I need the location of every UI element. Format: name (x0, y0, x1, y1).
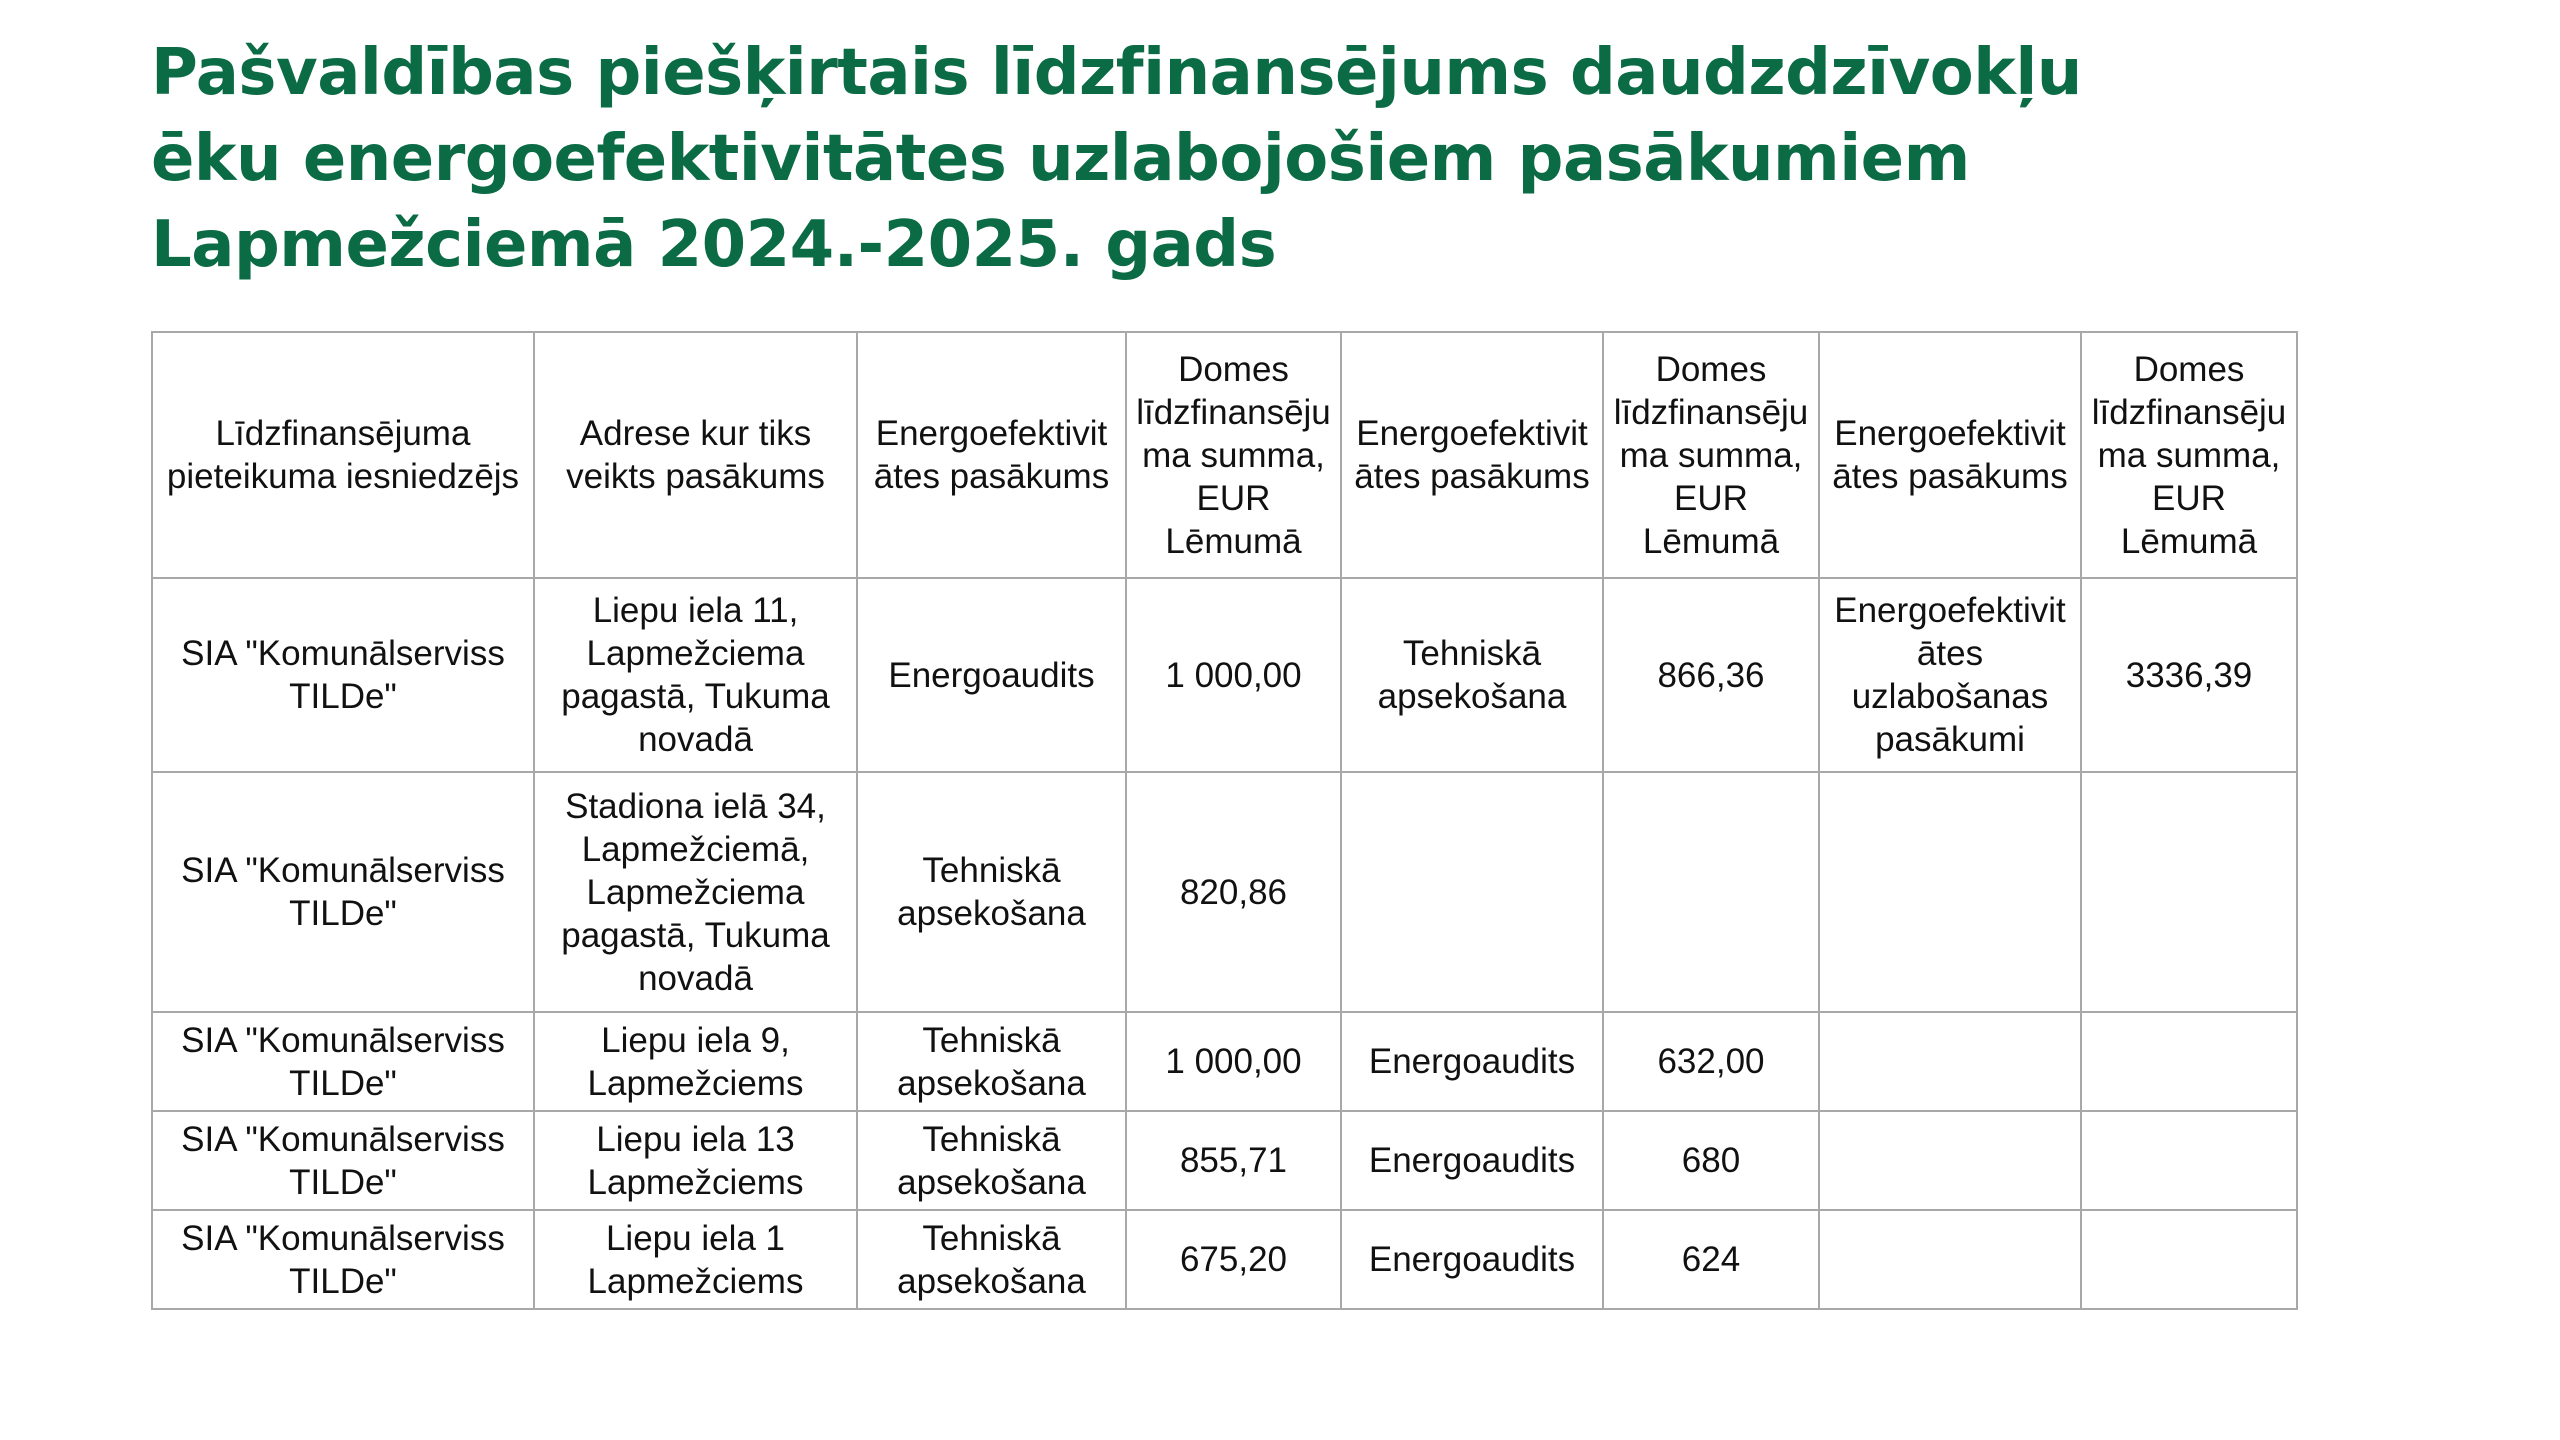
table-row (152, 1111, 2297, 1210)
cell-text-line: Lapmežciems (587, 1261, 804, 1301)
cell-text-line: Energoaudits (888, 655, 1095, 695)
cell-text-line: apsekošana (897, 1063, 1086, 1103)
cell-applicant (152, 1111, 534, 1210)
cell-text-line: Tehniskā (922, 1119, 1061, 1159)
cell-text-line: Lapmežciema (586, 872, 805, 912)
header-text-line: ma summa, (2097, 435, 2281, 475)
cell-amount-1 (1126, 1111, 1341, 1210)
cell-text-line: novadā (638, 720, 753, 759)
header-text-line: līdzfinansēju (1613, 392, 1809, 432)
cell-text-line: apsekošana (897, 894, 1086, 933)
cell-measure-3 (1819, 578, 2081, 772)
cell-text-line: Liepu iela 1 (605, 1218, 786, 1258)
cell-text-line: 866,36 (1657, 655, 1765, 695)
header-text-line: ma summa, (1619, 435, 1803, 475)
cell-amount-3 (2081, 772, 2297, 1012)
column-header-amount-2 (1603, 332, 1819, 578)
cell-amount-3 (2081, 1111, 2297, 1210)
cell-text-line: Tehniskā (922, 1218, 1061, 1258)
cell-applicant (152, 578, 534, 772)
header-text-line: Domes (1655, 349, 1767, 389)
cell-amount-1 (1126, 1012, 1341, 1111)
cell-text-line: Lapmežciems (587, 1063, 804, 1103)
cell-amount-2 (1603, 578, 1819, 772)
cell-address (534, 772, 857, 1012)
cell-text-line: 820,86 (1179, 872, 1288, 912)
cell-text-line: Stadiona ielā 34, (565, 786, 826, 826)
cell-text-line: Liepu iela 9, (601, 1020, 790, 1060)
cell-address (534, 578, 857, 772)
cell-address (534, 1012, 857, 1111)
header-text-line: Lēmumā (1165, 521, 1302, 561)
column-header-address (534, 332, 857, 578)
cell-amount-2 (1603, 1210, 1819, 1309)
column-header-measure-3 (1819, 332, 2081, 578)
cell-text-line: apsekošana (897, 1162, 1086, 1202)
cell-address (534, 1111, 857, 1210)
header-text-line: EUR (2152, 478, 2226, 518)
header-text-line: Energoefektivit (875, 414, 1108, 453)
cell-text-line: Tehniskā (922, 1020, 1061, 1060)
cell-measure-1 (857, 578, 1126, 772)
cell-text-line: Energoaudits (1368, 1141, 1576, 1180)
cell-text-line: ātes (1916, 634, 1984, 673)
cell-text-line: Tehniskā (922, 851, 1061, 890)
header-text-line: Adrese kur tiks (579, 414, 812, 453)
cell-measure-1 (857, 1210, 1126, 1309)
cell-text-line: pagastā, Tukuma (561, 677, 830, 716)
cell-amount-3 (2081, 578, 2297, 772)
cell-measure-3 (1819, 1111, 2081, 1210)
header-text-line: līdzfinansēju (2091, 392, 2287, 432)
cell-measure-1 (857, 1012, 1126, 1111)
cell-measure-1 (857, 1111, 1126, 1210)
cell-applicant (152, 1210, 534, 1309)
cell-text-line: Lapmežciemā, (581, 829, 810, 869)
header-text-line: EUR (1674, 478, 1748, 518)
cell-measure-2 (1341, 772, 1603, 1012)
cell-text-line: 855,71 (1179, 1141, 1288, 1180)
cell-text-line: SIA "Komunālserviss (181, 634, 505, 673)
cell-text-line: 680 (1681, 1141, 1741, 1180)
cell-amount-1 (1126, 772, 1341, 1012)
header-text-line: līdzfinansēju (1136, 392, 1331, 432)
page-title-line: Lapmežciemā 2024.-2025. gads (151, 208, 1277, 282)
cell-text-line: 675,20 (1179, 1240, 1288, 1279)
cell-measure-2 (1341, 1210, 1603, 1309)
cell-measure-2 (1341, 1111, 1603, 1210)
header-text-line: Domes (2133, 349, 2245, 389)
cell-text-line: pasākumi (1875, 720, 2025, 759)
cell-text-line: SIA "Komunālserviss (181, 1020, 505, 1060)
table-body (152, 578, 2297, 1309)
cell-text-line: Lapmežciema (586, 634, 805, 673)
cell-measure-3 (1819, 1210, 2081, 1309)
header-text-line: Lēmumā (2120, 521, 2258, 561)
page-title (151, 30, 2151, 288)
cell-text-line: Liepu iela 13 (596, 1119, 795, 1159)
column-header-amount-1 (1126, 332, 1341, 578)
cell-text-line: apsekošana (897, 1261, 1086, 1301)
header-text-line: Lēmumā (1642, 521, 1780, 561)
table-header-row (152, 332, 2297, 578)
column-header-amount-3 (2081, 332, 2297, 578)
cell-amount-1 (1126, 1210, 1341, 1309)
cell-text-line: SIA "Komunālserviss (181, 1218, 505, 1258)
cell-address (534, 1210, 857, 1309)
cell-text-line: SIA "Komunālserviss (181, 851, 505, 890)
cell-measure-3 (1819, 1012, 2081, 1111)
cell-applicant (152, 772, 534, 1012)
header-text-line: ātes pasākums (873, 457, 1110, 496)
column-header-measure-2 (1341, 332, 1603, 578)
cell-text-line: 1 000,00 (1165, 1042, 1302, 1081)
cell-text-line: TILDe" (289, 1261, 397, 1301)
cell-text-line: TILDe" (289, 677, 397, 716)
cell-text-line: novadā (638, 958, 753, 998)
cell-amount-3 (2081, 1210, 2297, 1309)
cell-measure-2 (1341, 1012, 1603, 1111)
column-header-measure-1 (857, 332, 1126, 578)
cell-applicant (152, 1012, 534, 1111)
cell-measure-2 (1341, 578, 1603, 772)
cell-measure-3 (1819, 772, 2081, 1012)
cell-amount-2 (1603, 1012, 1819, 1111)
cell-amount-1 (1126, 578, 1341, 772)
cell-text-line: SIA "Komunālserviss (181, 1119, 505, 1159)
cell-text-line: 632,00 (1657, 1042, 1765, 1081)
page-title-line: ēku energoefektivitātes uzlabojošiem pasākumiem (151, 122, 1970, 196)
cell-text-line: Tehniskā (1402, 634, 1542, 673)
cell-text-line: 1 000,00 (1165, 655, 1302, 695)
cell-text-line: 624 (1681, 1240, 1741, 1279)
cell-text-line: Lapmežciems (587, 1162, 804, 1202)
cell-amount-2 (1603, 1111, 1819, 1210)
header-text-line: Energoefektivit (1356, 414, 1588, 453)
table-row (152, 578, 2297, 772)
header-text-line: Energoefektivit (1834, 414, 2066, 453)
table-row (152, 1012, 2297, 1111)
header-text-line: pieteikuma iesniedzējs (166, 457, 520, 496)
cell-text-line: TILDe" (289, 1162, 397, 1202)
cell-text-line: uzlabošanas (1851, 677, 2049, 716)
cell-text-line: Energoefektivit (1834, 591, 2066, 630)
cell-text-line: Energoaudits (1368, 1240, 1576, 1279)
cell-text-line: TILDe" (289, 894, 397, 933)
cofinancing-table (151, 331, 2298, 1310)
table-row (152, 1210, 2297, 1309)
cell-text-line: TILDe" (289, 1063, 397, 1103)
cell-text-line: Liepu iela 11, (592, 591, 799, 630)
cell-text-line: 3336,39 (2125, 655, 2253, 695)
header-text-line: veikts pasākums (566, 457, 825, 496)
header-text-line: Līdzfinansējuma (215, 414, 471, 453)
table-row (152, 772, 2297, 1012)
header-text-line: ma summa, (1142, 435, 1325, 475)
header-text-line: ātes pasākums (1354, 457, 1590, 496)
cell-text-line: pagastā, Tukuma (561, 915, 830, 955)
cell-amount-3 (2081, 1012, 2297, 1111)
cell-text-line: apsekošana (1377, 677, 1567, 716)
cell-amount-2 (1603, 772, 1819, 1012)
column-header-applicant (152, 332, 534, 578)
cell-measure-1 (857, 772, 1126, 1012)
header-text-line: Domes (1178, 349, 1289, 389)
cell-text-line: Energoaudits (1368, 1042, 1576, 1081)
header-text-line: EUR (1196, 478, 1271, 518)
page-title-line: Pašvaldības piešķirtais līdzfinansējums daudzdzīvokļu (151, 36, 2082, 110)
header-text-line: ātes pasākums (1832, 457, 2068, 496)
